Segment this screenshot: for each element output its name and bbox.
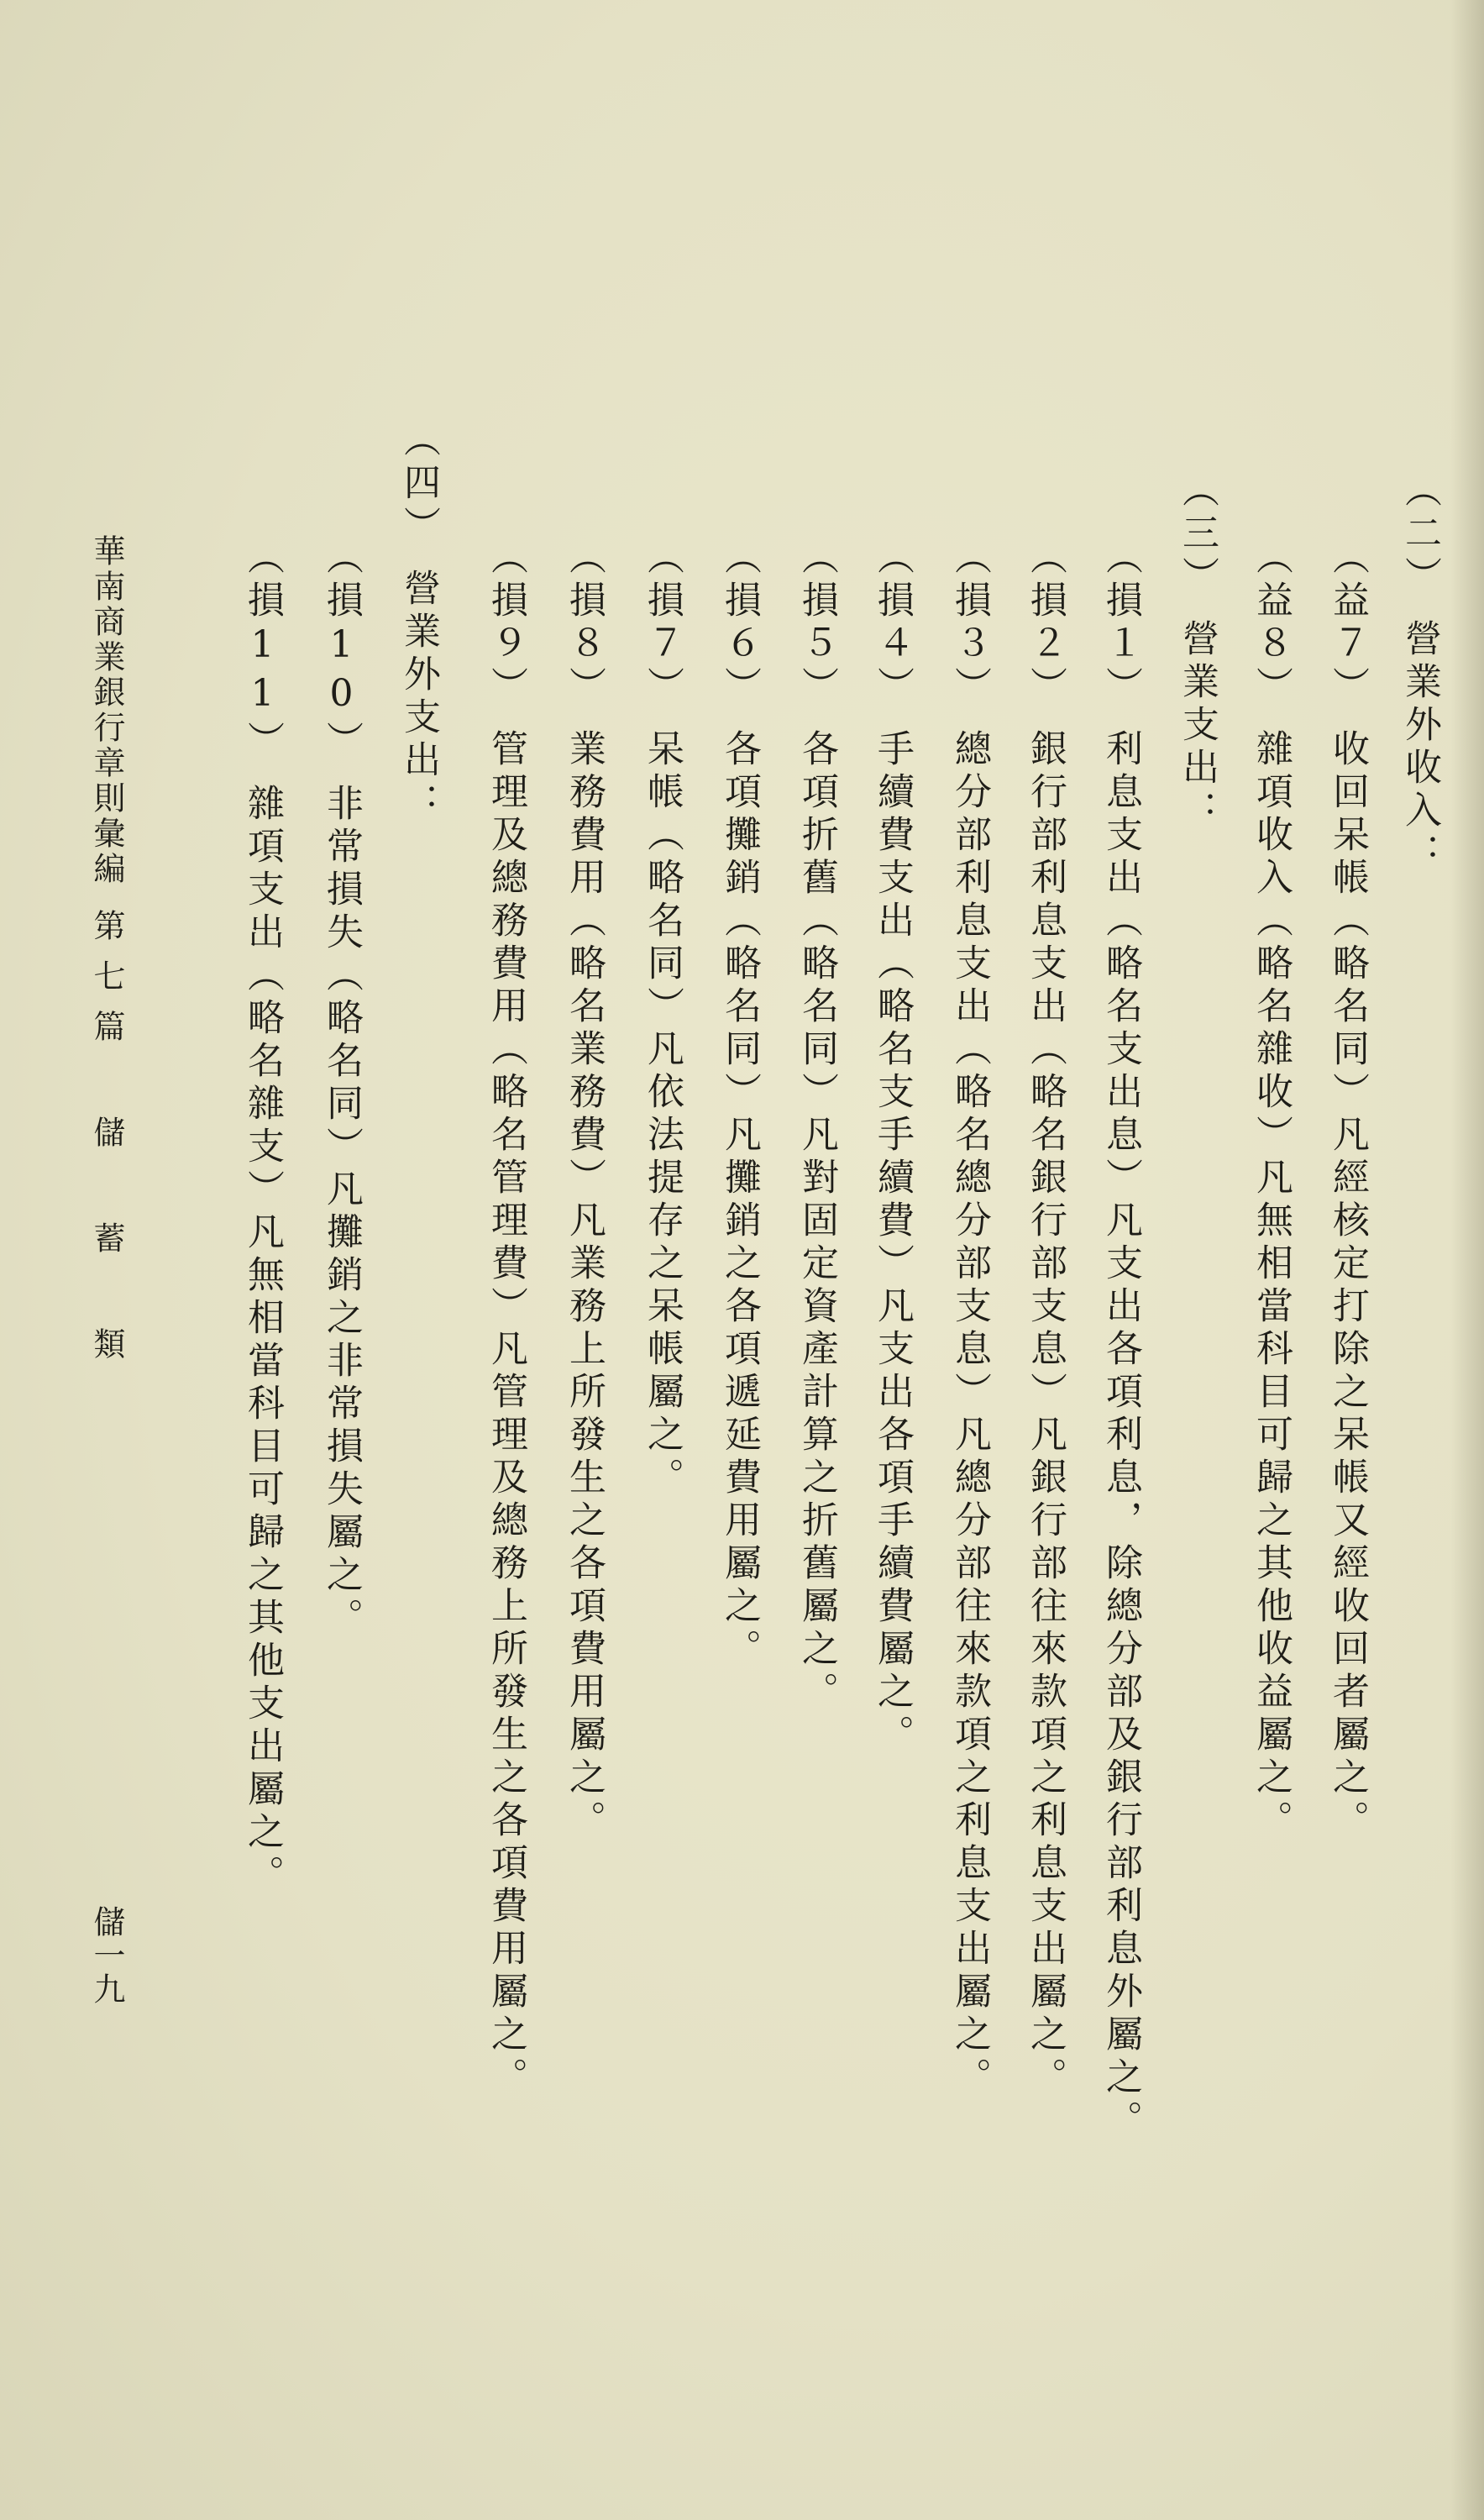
item-text: 業務費用（略名業務費）凡業務上所發生之各項費用屬之。 — [563, 729, 606, 1843]
section-heading-non-operating-income — [1398, 470, 1441, 876]
book-title: 華南商業銀行章則彙編 — [88, 534, 125, 887]
chapter-label: 第七篇 儲 蓄 類 — [88, 909, 125, 1378]
item-tag: （損11） — [241, 538, 284, 764]
item-tag: （損６） — [718, 538, 761, 709]
page-number: 儲一九 — [88, 1905, 125, 2006]
section-text: 營業外支出： — [397, 569, 440, 826]
page-edge-shadow — [1450, 0, 1484, 2520]
item-tag: （損４） — [871, 538, 914, 709]
item-text: 雜項支出（略名雜支）凡無相當科目可歸之其他支出屬之。 — [241, 784, 284, 1898]
item-tag: （損２） — [1024, 538, 1067, 709]
line-item-sun6 — [718, 538, 761, 1672]
section-heading-non-operating-expense — [397, 420, 440, 826]
line-item-sun4 — [871, 538, 914, 1757]
line-item-sun2 — [1024, 538, 1067, 2100]
section-tag: （四） — [397, 420, 440, 549]
section-text: 營業外收入： — [1398, 619, 1441, 876]
item-text: 總分部利息支出（略名總分部支息）凡總分部往來款項之利息支出屬之。 — [948, 729, 991, 2100]
item-tag: （損10） — [320, 538, 363, 764]
line-item-sun8 — [563, 538, 606, 1843]
line-item-sun11 — [241, 538, 284, 1898]
section-heading-operating-expense — [1176, 470, 1219, 833]
item-text: 各項折舊（略名同）凡對固定資產計算之折舊屬之。 — [795, 729, 838, 1714]
section-text: 營業支出： — [1176, 619, 1219, 833]
item-tag: （損７） — [641, 538, 684, 709]
line-item-yi7 — [1326, 538, 1369, 1843]
line-item-sun7 — [641, 538, 684, 1500]
item-tag: （益８） — [1250, 538, 1293, 709]
item-tag: （益７） — [1326, 538, 1369, 709]
item-tag: （損５） — [795, 538, 838, 709]
line-item-sun10 — [320, 538, 363, 1641]
section-tag: （二） — [1398, 470, 1441, 599]
line-item-sun1 — [1099, 538, 1142, 2143]
line-item-sun9 — [485, 538, 527, 2100]
section-tag: （三） — [1176, 470, 1219, 599]
item-tag: （損８） — [563, 538, 606, 709]
item-text: 管理及總務費用（略名管理費）凡管理及總務上所發生之各項費用屬之。 — [485, 729, 527, 2100]
item-text: 非常損失（略名同）凡攤銷之非常損失屬之。 — [320, 784, 363, 1641]
item-tag: （損９） — [485, 538, 527, 709]
item-tag: （損１） — [1099, 538, 1142, 709]
item-text: 手續費支出（略名支手續費）凡支出各項手續費屬之。 — [871, 729, 914, 1757]
item-text: 呆帳（略名同）凡依法提存之呆帳屬之。 — [641, 729, 684, 1500]
line-item-yi8 — [1250, 538, 1293, 1843]
item-text: 雜項收入（略名雜收）凡無相當科目可歸之其他收益屬之。 — [1250, 729, 1293, 1843]
line-item-sun3 — [948, 538, 991, 2100]
item-text: 收回呆帳（略名同）凡經核定打除之呆帳又經收回者屬之。 — [1326, 729, 1369, 1843]
line-item-sun5 — [795, 538, 838, 1714]
item-text: 各項攤銷（略名同）凡攤銷之各項遞延費用屬之。 — [718, 729, 761, 1672]
item-text: 銀行部利息支出（略名銀行部支息）凡銀行部往來款項之利息支出屬之。 — [1024, 729, 1067, 2100]
item-text: 利息支出（略名支出息）凡支出各項利息，除總分部及銀行部利息外屬之。 — [1099, 729, 1142, 2143]
item-tag: （損３） — [948, 538, 991, 709]
